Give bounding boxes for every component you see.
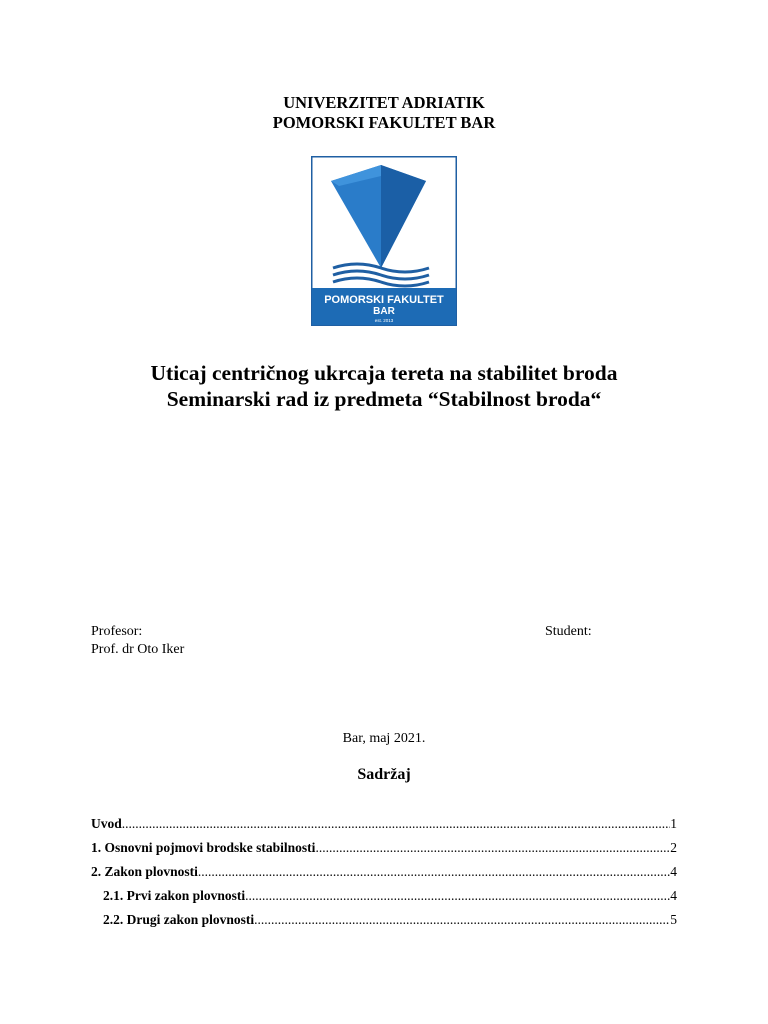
toc-leader-dots [315, 839, 670, 857]
toc-leader-dots [245, 887, 670, 905]
toc-leader-dots [254, 911, 670, 929]
student-label: Student: [545, 624, 592, 639]
toc-subentry[interactable] [91, 887, 677, 911]
toc-entry-page: 1 [670, 816, 677, 831]
toc-entry[interactable] [91, 839, 677, 863]
toc-entry[interactable] [91, 863, 677, 887]
logo-text-line2: BAR [373, 306, 395, 317]
toc-entry-label: 2.2. Drugi zakon plovnosti [103, 912, 255, 927]
university-name: UNIVERZITET ADRIATIK [283, 93, 485, 112]
logo-est: est. 2013 [374, 318, 394, 323]
university-header [0, 93, 768, 133]
toc-entry-label: 2.1. Prvi zakon plovnosti [103, 888, 246, 903]
logo-text-line1: POMORSKI FAKULTET [324, 294, 444, 306]
document-title [0, 360, 768, 412]
document-date: Bar, maj 2021. [342, 731, 426, 746]
toc-subentry[interactable] [91, 911, 677, 935]
faculty-name: POMORSKI FAKULTET BAR [272, 113, 496, 132]
toc-leader-dots [198, 863, 670, 881]
professor-name: Prof. dr Oto Iker [91, 642, 185, 657]
toc-entry-page: 4 [670, 888, 677, 903]
toc-title: Sadržaj [357, 766, 411, 783]
professor-label: Profesor: [91, 624, 143, 639]
table-of-contents [91, 815, 677, 935]
faculty-logo-graphic [311, 156, 457, 326]
toc-entry-label: 2. Zakon plovnosti [91, 864, 198, 879]
toc-entry-page: 2 [670, 840, 677, 855]
toc-entry-label: 1. Osnovni pojmovi brodske stabilnosti [91, 840, 316, 855]
toc-entry-label: Uvod [91, 816, 122, 831]
title-line-1: Uticaj centričnog ukrcaja tereta na stabilitet broda [150, 361, 618, 385]
title-line-2: Seminarski rad iz predmeta “Stabilnost broda“ [166, 387, 602, 411]
toc-entry-page: 5 [670, 912, 677, 927]
faculty-logo [311, 156, 457, 326]
toc-entry-page: 4 [670, 864, 677, 879]
toc-entry[interactable] [91, 815, 677, 839]
toc-leader-dots [122, 815, 670, 833]
